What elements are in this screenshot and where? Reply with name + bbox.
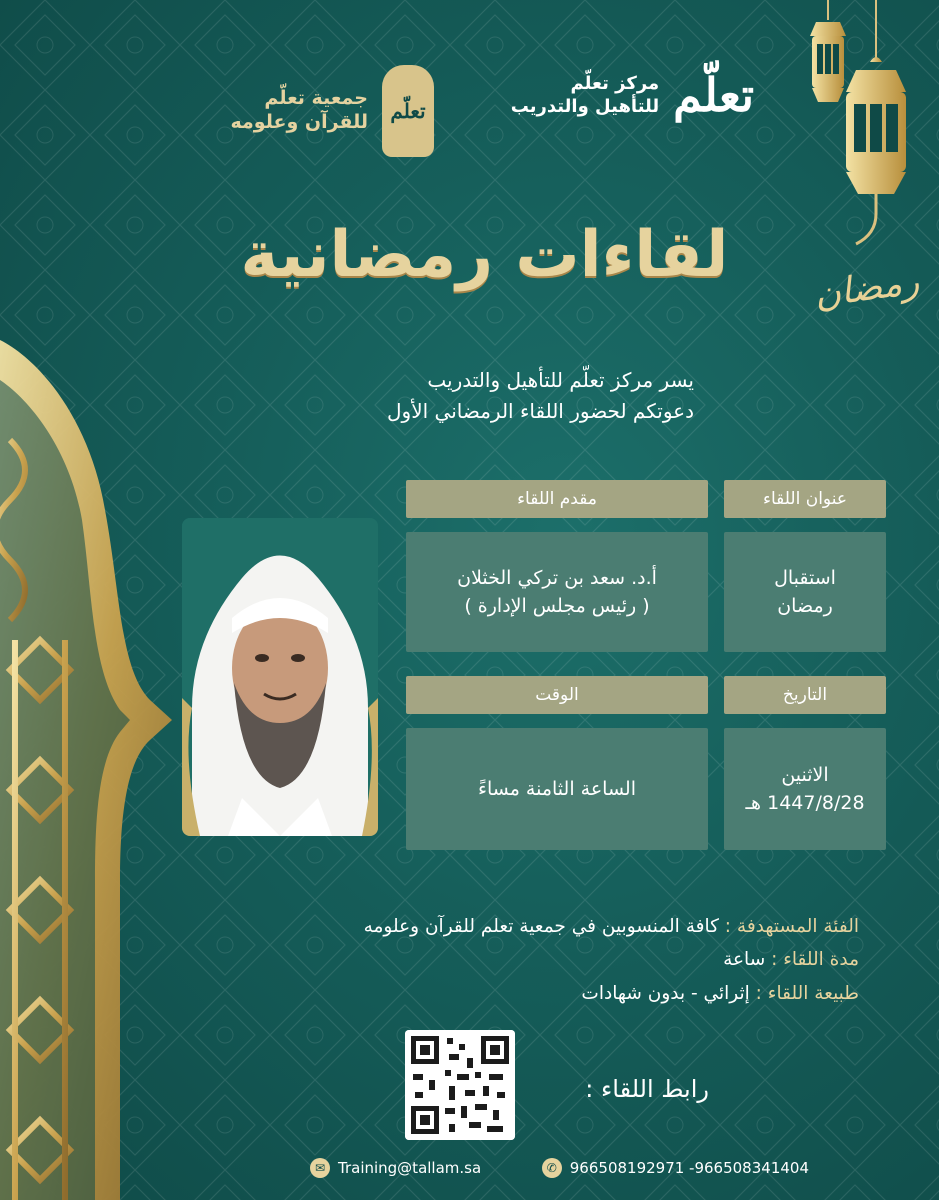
title-value: استقبال رمضان bbox=[724, 532, 886, 652]
gold-arch-ornament bbox=[0, 340, 175, 1200]
presenter-header: مقدم اللقاء bbox=[406, 480, 708, 518]
association-logo bbox=[231, 65, 434, 157]
center-mark-icon: تعلّم bbox=[673, 68, 754, 122]
meeting-link-label: رابط اللقاء : bbox=[585, 1075, 709, 1103]
phone-contact[interactable]: ✆ 966508192971 -966508341404 bbox=[542, 1158, 809, 1178]
presenter-value: أ.د. سعد بن تركي الخثلان ( رئيس مجلس الإدارة ) bbox=[406, 532, 708, 652]
qr-code-icon[interactable] bbox=[405, 1030, 515, 1140]
association-badge-icon: تعلّم bbox=[382, 65, 434, 157]
date-value: الاثنين 1447/8/28 هـ bbox=[724, 728, 886, 850]
event-details bbox=[364, 910, 859, 1010]
title-header: عنوان اللقاء bbox=[724, 480, 886, 518]
email-contact[interactable]: ✉ Training@tallam.sa bbox=[310, 1158, 481, 1178]
nature-row: طبيعة اللقاء : إثرائي - بدون شهادات bbox=[581, 982, 859, 1004]
center-name: مركز تعلّم للتأهيل والتدريب bbox=[510, 72, 660, 117]
presenter-portrait-icon bbox=[182, 518, 378, 836]
mail-icon: ✉ bbox=[310, 1158, 330, 1178]
page-title: لقاءات رمضانية bbox=[240, 218, 729, 292]
footer-contacts bbox=[310, 1158, 809, 1178]
whatsapp-icon: ✆ bbox=[542, 1158, 562, 1178]
date-header: التاريخ bbox=[724, 676, 886, 714]
time-header: الوقت bbox=[406, 676, 708, 714]
duration-row: مدة اللقاء : ساعة bbox=[723, 949, 859, 971]
intro-text: يسر مركز تعلّم للتأهيل والتدريب دعوتكم لحضور اللقاء الرمضاني الأول bbox=[387, 368, 694, 423]
center-logo bbox=[511, 68, 754, 122]
presenter-photo bbox=[182, 518, 378, 836]
time-value: الساعة الثامنة مساءً bbox=[406, 728, 708, 850]
ramadan-calligraphy: رمضان bbox=[811, 260, 922, 317]
association-name: جمعية تعلّم للقرآن وعلومه bbox=[230, 87, 368, 133]
audience-row: الفئة المستهدفة : كافة المنسوبين في جمعية تعلم للقرآن وعلومه bbox=[363, 916, 859, 937]
